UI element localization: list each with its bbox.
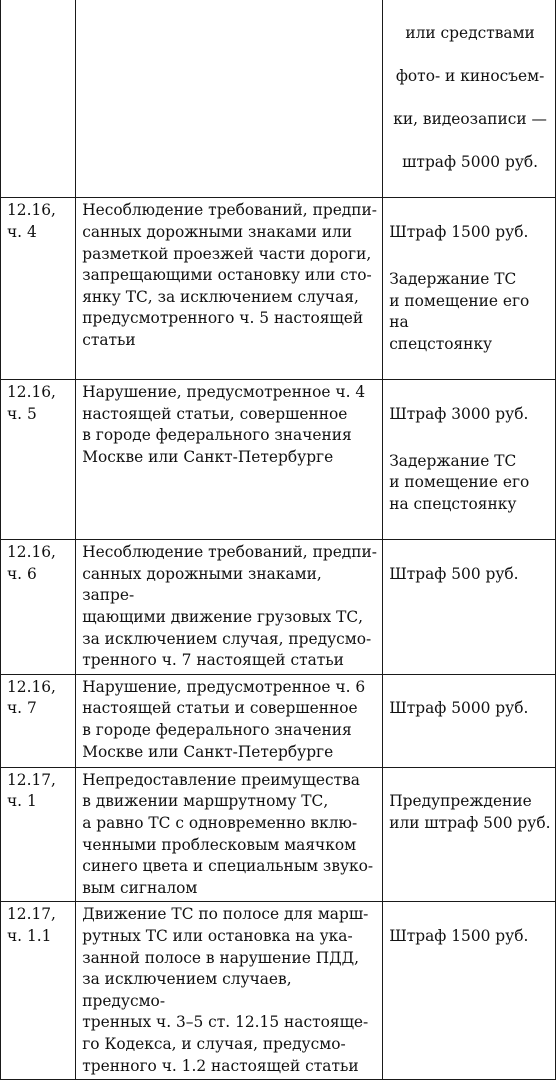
table-row (1, 198, 556, 380)
penalty-cell (383, 0, 556, 198)
description-cell: Нарушение, предусмотренное ч. 4 настоящей статьи, совершенное в городе федерального значения Москве или Санкт-Петербурге (76, 380, 383, 540)
penalty-text: Штраф 500 руб. (389, 564, 519, 583)
article-cell: 12.16, ч. 7 (1, 674, 76, 767)
description-cell: Нарушение, предусмотренное ч. 6 настоящей статьи и совершенное в городе федерального значения Москве или Санкт-Петербурге (76, 674, 383, 767)
table-row (1, 380, 556, 540)
penalty-extra-text: Задержание ТС и помещение его на спецстоянку (389, 451, 530, 514)
penalty-text: Штраф 1500 руб. (389, 222, 529, 241)
penalty-text: Предупреждение или штраф 500 руб. (389, 792, 551, 832)
article-cell: 12.17, ч. 1 (1, 767, 76, 902)
description-cell: Движение ТС по полосе для марш- рутных ТС или остановка на ука- занной полосе в нарушение ПДД, за исключением случаев, предусмо- тренных ч. 3–5 ст. 12.15 настояще- го Кодекса, и случая, предусмо- тренного ч. 1.2 настоящей статьи (76, 902, 383, 1080)
description-cell: Непредоставление преимущества в движении маршрутному ТС, а равно ТС с одновременно вклю- ченными проблесковым маячком синего цвета и специальным звуко- вым сигналом (76, 767, 383, 902)
penalty-text: Штраф 5000 руб. (389, 699, 529, 718)
penalty-extra-text: Задержание ТС и помещение его на спецстоянку (389, 270, 530, 353)
penalty-cell (383, 540, 556, 675)
article-cell: 12.16, ч. 4 (1, 198, 76, 380)
penalty-text: Штраф 1500 руб. (389, 926, 529, 945)
article-cell: 12.16, ч. 6 (1, 540, 76, 675)
article-cell: 12.17, ч. 1.1 (1, 902, 76, 1080)
description-cell: Несоблюдение требований, предпи- санных дорожными знаками, запре- щающими движение грузовых ТС, за исключением случая, предусмо- тренного ч. 7 настоящей статьи (76, 540, 383, 675)
penalty-line: ки, видеозаписи — (393, 109, 547, 128)
table-row (1, 540, 556, 675)
penalty-line: или средствами (405, 23, 535, 42)
description-cell (76, 0, 383, 198)
table-row (1, 767, 556, 902)
table-row (1, 902, 556, 1080)
table-row (1, 0, 556, 198)
article-cell: 12.16, ч. 5 (1, 380, 76, 540)
penalty-cell (383, 902, 556, 1080)
description-cell: Несоблюдение требований, предпи- санных дорожными знаками или разметкой проезжей части дороги, запрещающими остановку или сто- янку ТС, за исключением случая, предусмотренного ч. 5 настоящей статьи (76, 198, 383, 380)
penalty-cell (383, 380, 556, 540)
penalty-cell (383, 674, 556, 767)
article-cell (1, 0, 76, 198)
penalty-cell (383, 767, 556, 902)
penalty-text: Штраф 3000 руб. (389, 404, 529, 423)
penalty-line: фото- и киносъем- (395, 66, 545, 85)
penalty-cell (383, 198, 556, 380)
penalty-line: штраф 5000 руб. (402, 153, 539, 172)
table-row (1, 674, 556, 767)
